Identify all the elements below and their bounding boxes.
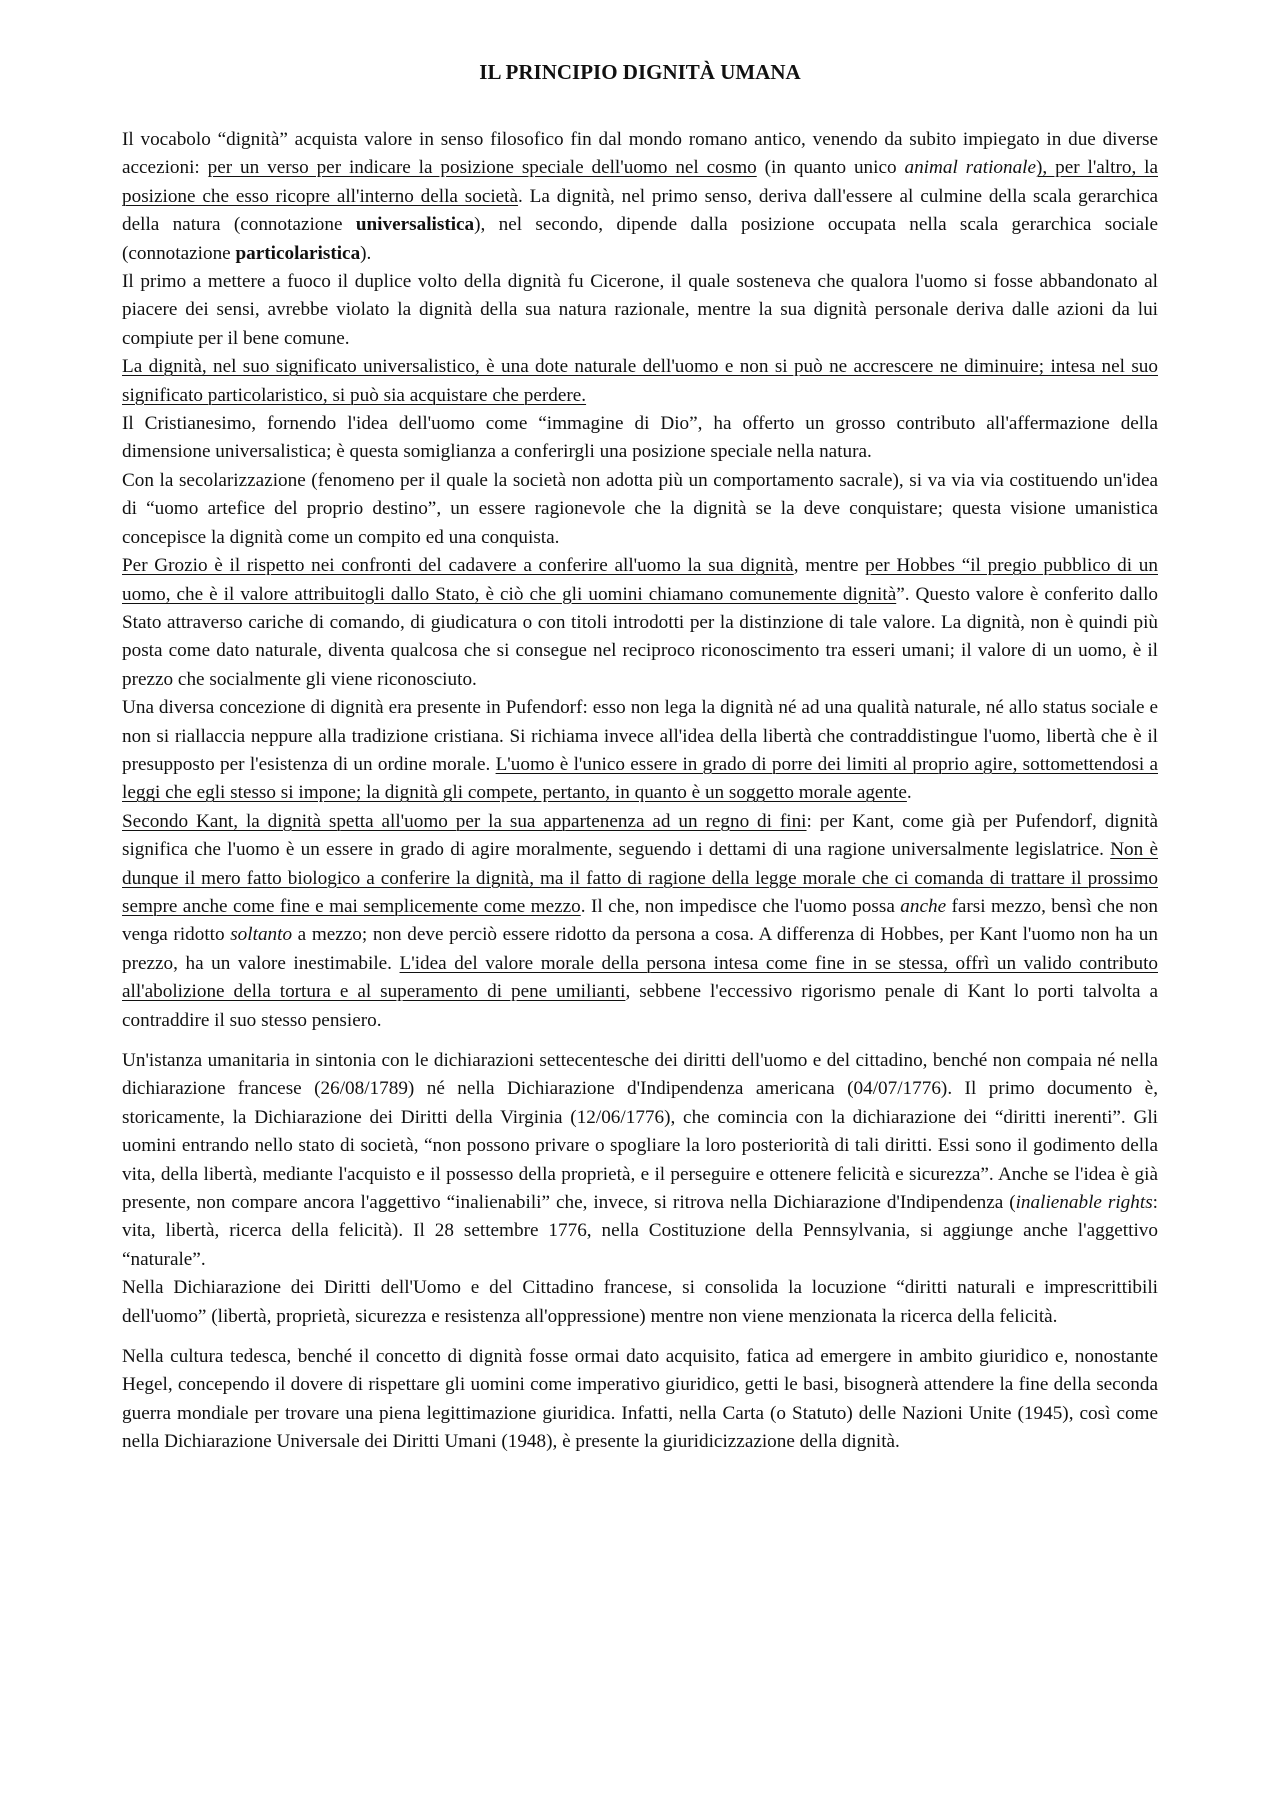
text-run: L'uomo è l'unico essere in grado di porre dei limiti al proprio agire, sottomettendosi a leggi che egli stesso si impone; la dignità gli compete, pertanto, in quanto è un soggetto morale agente [122, 753, 1158, 804]
text-run: universalistica [355, 214, 475, 236]
text-run: per Hobbes “il pregio pubblico di un uomo, che è il valore attribuitogli dallo Stato, è ciò che gli uomini chiamano comunemente dignità [122, 555, 1158, 605]
text-run: , mentre [793, 555, 866, 577]
paragraph-definition [122, 126, 1158, 268]
paragraph-grozio-hobbes [122, 552, 1158, 694]
text-run: ), nel secondo, dipende dalla posizione occupata nella scala gerarchica sociale (connotazione [122, 214, 1158, 264]
text-run: ”. Questo valore è conferito dallo Stato attraverso cariche di comando, di giudicatura o con titoli introdotti per la distinzione di tale valore. La dignità, non è quindi più posta come dato naturale, diventa qualcosa che si consegue nel reciproco riconoscimento tra esseri umani; il valore di un uomo, è il prezzo che socialmente gli viene riconosciuto. [122, 583, 1159, 690]
text-run: . [906, 782, 912, 804]
text-run: Il Cristianesimo, fornendo l'idea dell'uomo come “immagine di Dio”, ha offerto un grosso contributo all'affermazione della dimensione universalistica; è questa somiglianza a conferirgli una posizione speciale nella natura. [122, 413, 1158, 463]
text-run: Non è dunque il mero fatto biologico a conferire la dignità, ma il fatto di ragione della legge morale che ci comanda di trattare il prossimo sempre anche come fine e mai semplicemente come mezzo [122, 839, 1158, 917]
paragraph-dichiarazioni [122, 1047, 1158, 1274]
text-run: (in quanto unico [756, 157, 905, 179]
text-run: , sebbene l'eccessivo rigorismo penale di Kant lo porti talvolta a contraddire il suo stesso pensiero. [122, 981, 1158, 1031]
text-run: . Il che, non impedisce che l'uomo possa [580, 895, 901, 917]
text-run: particolaristica [235, 242, 361, 264]
text-run: : per Kant, come già per Pufendorf, dignità significa che l'uomo è un essere in grado di agire moralmente, seguendo i dettami di una ragione universalmente legislatrice. [122, 810, 1158, 861]
text-run: Il primo a mettere a fuoco il duplice volto della dignità fu Cicerone, il quale sosteneva che qualora l'uomo si fosse abbandonato al piacere dei sensi, avrebbe violato la dignità della sua natura razionale, mentre la sua dignità personale deriva dalle azioni da lui compiute per il bene comune. [122, 271, 1158, 349]
text-run: La dignità, nel suo significato universalistico, è una dote naturale dell'uomo e non si può ne accrescere ne diminuire; intesa nel suo significato particolaristico, si può sia acquistare che perdere. [122, 356, 1158, 406]
text-run: Un'istanza umanitaria in sintonia con le dichiarazioni settecentesche dei diritti dell'uomo e del cittadino, benché non compaia né nella dichiarazione francese (26/08/1789) né nella Dichiarazione d'Indipendenza americana (04/07/1776). Il primo documento è, storicamente, la Dichiarazione dei Diritti della Virginia (12/06/1776), che comincia con la dichiarazione dei “diritti inerenti”. Gli uomini entrando nello stato di società, “non possono privare o spogliare la loro posteriorità di tali diritti. Essi sono il godimento della vita, della libertà, mediante l'acquisto e il possesso della proprietà, e il perseguire e ottenere felicità e sicurezza”. Anche se l'idea è già presente, non compare ancora l'aggettivo “inalienabili” che, invece, si ritrova nella Dichiarazione d'Indipendenza ( [122, 1050, 1158, 1214]
text-run: inalienable rights [1015, 1192, 1153, 1214]
document-title: IL PRINCIPIO DIGNITÀ UMANA [479, 60, 801, 84]
text-run: L'idea del valore morale della persona intesa come fine in se stessa, offrì un valido contributo all'abolizione della tortura e al superamento di pene umilianti [122, 952, 1158, 1003]
text-run: : vita, libertà, ricerca della felicità). Il 28 settembre 1776, nella Costituzione della Pennsylvania, si aggiunge anche l'aggettivo “naturale”. [122, 1192, 1159, 1270]
paragraph-pufendorf [122, 694, 1158, 808]
text-run: Secondo Kant, la dignità spetta all'uomo per la sua appartenenza ad un regno di fini [122, 810, 807, 832]
text-run: anche [900, 895, 947, 917]
paragraph-kant [122, 808, 1158, 1035]
text-run: a mezzo; non deve perciò essere ridotto da persona a cosa. A differenza di Hobbes, per Kant l'uomo non ha un prezzo, ha un valore inestimabile. [122, 924, 1158, 974]
paragraph-secolarizzazione [122, 467, 1158, 552]
text-run: Per Grozio è il rispetto nei confronti del cadavere a conferire all'uomo la sua dignità [122, 555, 794, 577]
text-run: per un verso per indicare la posizione speciale dell'uomo nel cosmo [207, 157, 757, 179]
text-run: Nella Dichiarazione dei Diritti dell'Uomo e del Cittadino francese, si consolida la locuzione “diritti naturali e imprescrittibili dell'uomo” (libertà, proprietà, sicurezza e resistenza all'oppressione) mentre non viene menzionata la ricerca della felicità. [122, 1277, 1158, 1327]
text-run: ), per l'altro, la posizione che esso ricopre all'interno della società [122, 157, 1158, 207]
text-run: ). [360, 242, 372, 264]
text-run: Il vocabolo “dignità” acquista valore in senso filosofico fin dal mondo romano antico, venendo da subito impiegato in due diverse accezioni: [122, 129, 1158, 179]
paragraph-dichiarazione-francese [122, 1274, 1158, 1331]
text-run: Nella cultura tedesca, benché il concetto di dignità fosse ormai dato acquisito, fatica ad emergere in ambito giuridico e, nonostante Hegel, concependo il dovere di rispettare gli uomini come imperativo giuridico, getti le basi, bisognerà attendere la fine della seconda guerra mondiale per trovare una piena legittimazione giuridica. Infatti, nella Carta (o Statuto) delle Nazioni Unite (1945), così come nella Dichiarazione Universale dei Diritti Umani (1948), è presente la giuridicizzazione della dignità. [122, 1346, 1158, 1453]
document-body [122, 126, 1158, 1457]
text-run: farsi mezzo, bensì che non venga ridotto [122, 895, 1158, 946]
paragraph-cristianesimo [122, 410, 1158, 467]
paragraph-cultura-tedesca [122, 1343, 1158, 1457]
paragraph-cicerone [122, 268, 1158, 353]
paragraph-universal-vs-particular [122, 353, 1158, 410]
text-run: . La dignità, nel primo senso, deriva dall'essere al culmine della scala gerarchica della natura (connotazione [122, 185, 1158, 236]
text-run: Una diversa concezione di dignità era presente in Pufendorf: esso non lega la dignità né ad una qualità naturale, né allo status sociale e non si riallaccia neppure alla tradizione cristiana. Si richiama invece all'idea della libertà che contraddistingue l'uomo, libertà che è il presupposto per l'esistenza di un ordine morale. [122, 697, 1158, 775]
text-run: Con la secolarizzazione (fenomeno per il quale la società non adotta più un comportamento sacrale), si va via via costituendo un'idea di “uomo artefice del proprio destino”, un essere ragionevole che la dignità se la deve conquistare; questa visione umanistica concepisce la dignità come un compito ed una conquista. [122, 469, 1158, 548]
text-run: soltanto [230, 924, 293, 946]
text-run: animal rationale [904, 157, 1037, 179]
